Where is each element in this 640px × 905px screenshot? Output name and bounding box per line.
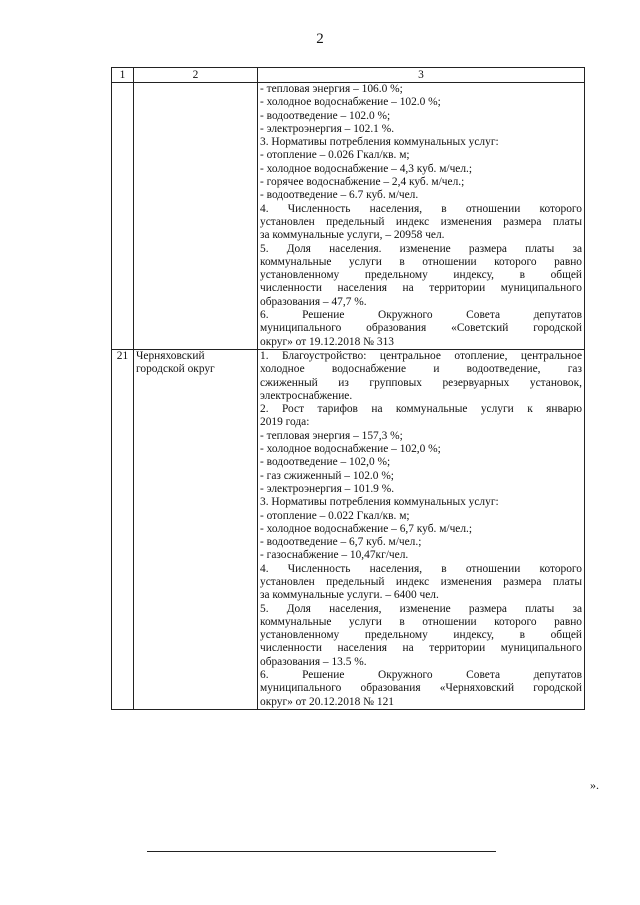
content-line: 2019 года:: [260, 416, 310, 429]
table-row: [112, 349, 585, 709]
content-line: - отопление – 0.026 Гкал/кв. м;: [260, 149, 410, 162]
page-number: 2: [316, 31, 324, 47]
content-cell: [258, 83, 585, 350]
content-line: - отопление – 0.022 Гкал/кв. м;: [260, 509, 410, 522]
content-line: - водоотведение – 102,0 %;: [260, 456, 391, 469]
content-line: 2. Рост тарифов на коммунальные услуги к январю: [260, 403, 582, 416]
content-line: - газоснабжение – 10,47кг/чел.: [260, 549, 409, 562]
content-line: округ» от 19.12.2018 № 313: [260, 335, 394, 348]
content-line: - тепловая энергия – 106.0 %;: [260, 83, 403, 95]
content-line: коммунальные услуги в отношении которого равно: [260, 255, 582, 268]
content-line: за коммунальные услуги. – 6400 чел.: [260, 589, 439, 602]
content-line: за коммунальные услуги, – 20958 чел.: [260, 229, 445, 242]
header-col-3: 3: [258, 68, 585, 83]
content-line: установленному предельному индексу, в общей: [260, 269, 582, 282]
content-line: установлен предельный индекс изменения размера платы: [260, 215, 582, 228]
content-line: - газ сжиженный – 102.0 %;: [260, 469, 394, 482]
signature-line: [147, 851, 496, 852]
content-line: установленному предельному индексу, в общей: [260, 629, 582, 642]
content-line: сжиженный из групповых резервуарных установок,: [260, 376, 582, 389]
header-col-2: 2: [134, 68, 258, 83]
content-line: округ» от 20.12.2018 № 121: [260, 695, 394, 708]
content-line: - водоотведение – 6.7 куб. м/чел.: [260, 189, 419, 202]
content-line: холодное водоснабжение и водоотведение, газ: [260, 363, 582, 376]
content-line: 5. Доля населения, изменение размера платы за: [260, 602, 582, 615]
content-line: - электроэнергия – 102.1 %.: [260, 122, 395, 135]
content-line: численности населения на территории муниципального: [260, 642, 582, 655]
content-line: 4. Численность населения, в отношении которого: [260, 562, 582, 575]
table-row: [112, 83, 585, 350]
content-line: 3. Нормативы потребления коммунальных услуг:: [260, 496, 499, 509]
content-line: - холодное водоснабжение – 102.0 %;: [260, 96, 441, 109]
content-line: электроснабжение.: [260, 389, 353, 402]
content-line: 1. Благоустройство: центральное отопление, центральное: [260, 349, 582, 362]
row-number-cell: 21: [112, 349, 134, 709]
content-line: - тепловая энергия – 157,3 %;: [260, 429, 403, 442]
content-line: - водоотведение – 6,7 куб. м/чел.;: [260, 536, 422, 549]
closing-quote: ».: [590, 778, 599, 792]
row-number-cell: [112, 83, 134, 350]
content-line: муниципального образования «Черняховский городской: [260, 682, 582, 695]
table-header-row: [112, 68, 585, 83]
tariff-table: [111, 67, 585, 710]
content-line: коммунальные услуги в отношении которого равно: [260, 615, 582, 628]
content-line: установлен предельный индекс изменения размера платы: [260, 575, 582, 588]
content-line: 3. Нормативы потребления коммунальных услуг:: [260, 136, 499, 149]
content-line: 5. Доля населения. изменение размера платы за: [260, 242, 582, 255]
content-line: - электроэнергия – 101.9 %.: [260, 482, 395, 495]
content-line: - водоотведение – 102.0 %;: [260, 109, 391, 122]
content-line: - горячее водоснабжение – 2,4 куб. м/чел.;: [260, 176, 465, 189]
content-line: муниципального образования «Советский городской: [260, 322, 582, 335]
content-line: 6. Решение Окружного Совета депутатов: [260, 309, 582, 322]
municipality-cell: Черняховский городской округ: [134, 349, 258, 709]
content-line: - холодное водоснабжение – 4,3 куб. м/чел.;: [260, 162, 473, 175]
content-line: образования – 13.5 %.: [260, 655, 367, 668]
content-line: образования – 47,7 %.: [260, 295, 367, 308]
content-line: 6. Решение Окружного Совета депутатов: [260, 669, 582, 682]
content-line: 4. Численность населения, в отношении которого: [260, 202, 582, 215]
content-cell: [258, 349, 585, 709]
content-line: численности населения на территории муниципального: [260, 282, 582, 295]
content-line: - холодное водоснабжение – 102,0 %;: [260, 443, 441, 456]
municipality-cell: [134, 83, 258, 350]
header-col-1: 1: [112, 68, 134, 83]
content-line: - холодное водоснабжение – 6,7 куб. м/чел.;: [260, 522, 473, 535]
